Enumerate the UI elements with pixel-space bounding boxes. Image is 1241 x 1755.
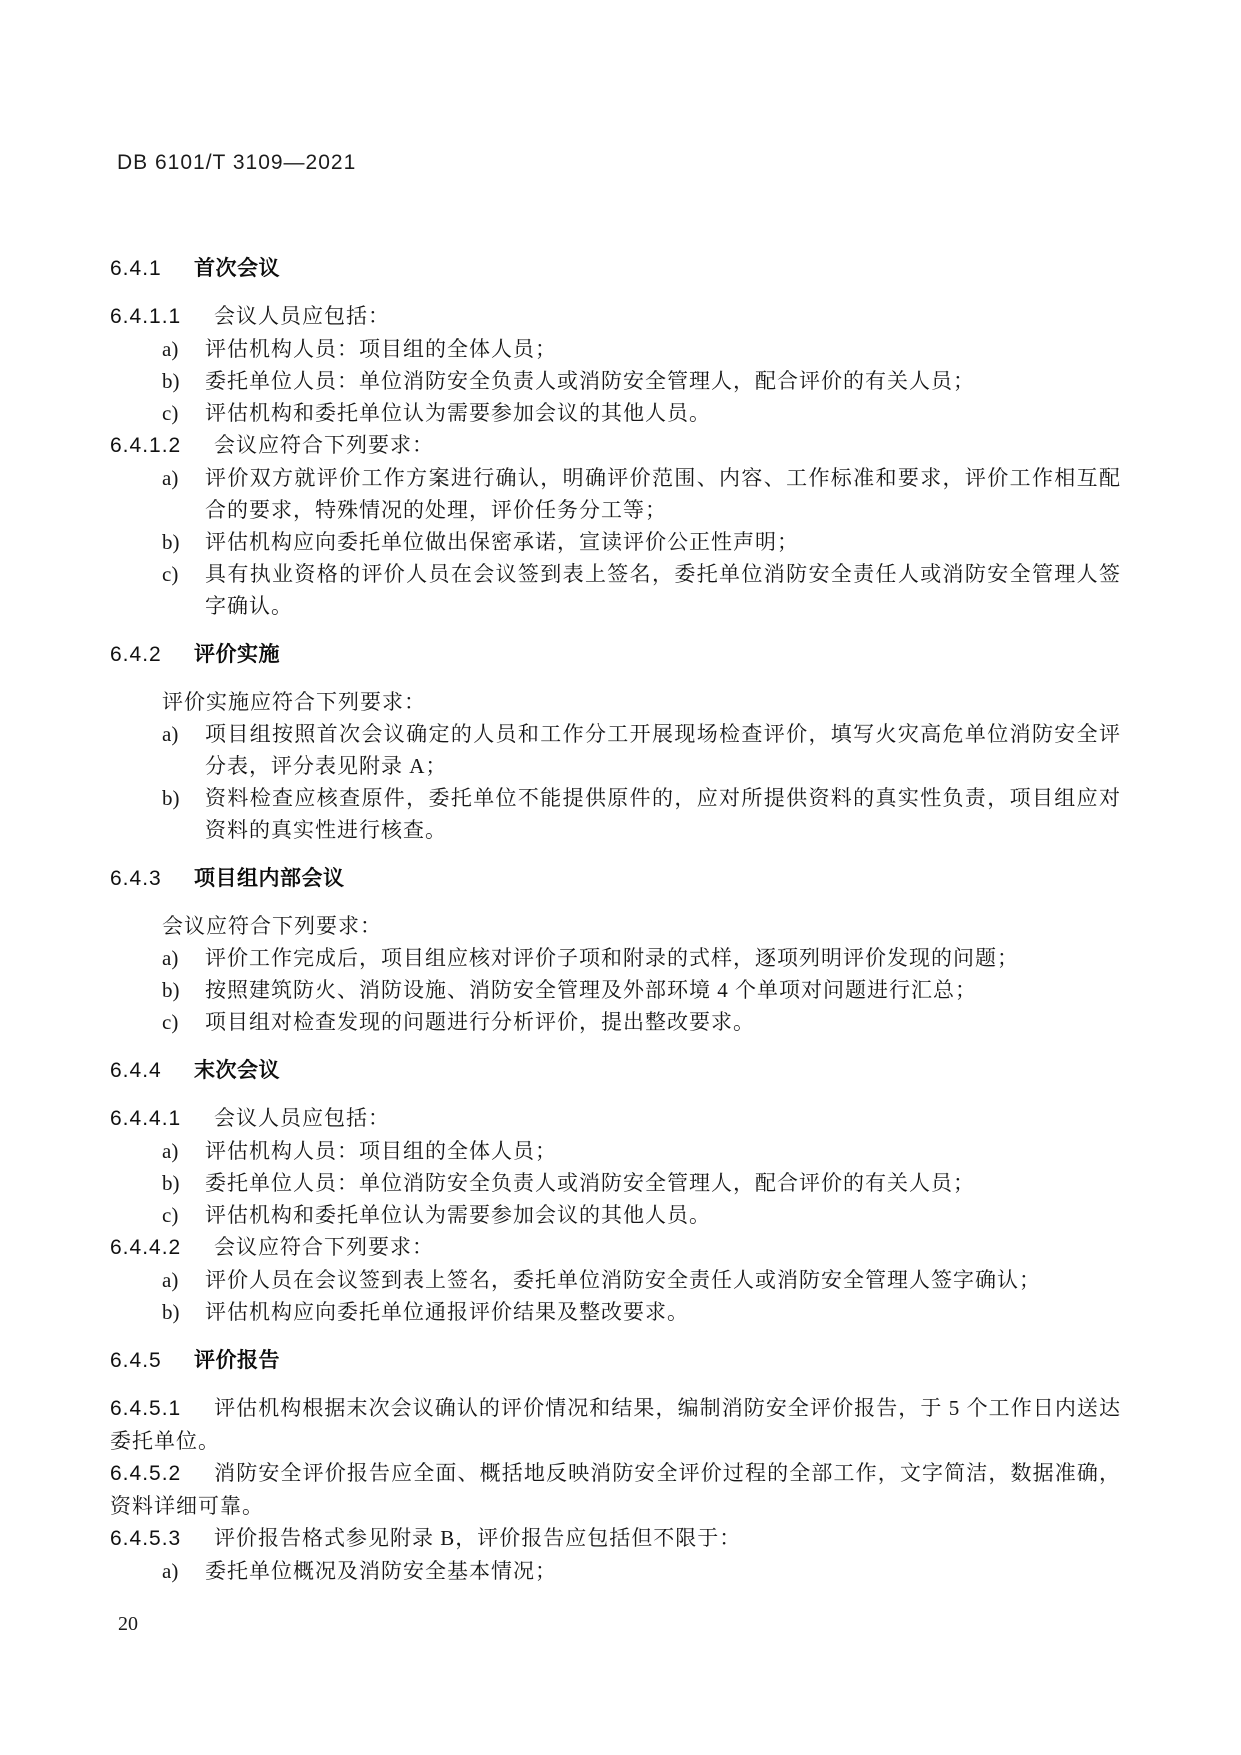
section-title: 末次会议 bbox=[194, 1059, 280, 1082]
clause-text: 会议应符合下列要求： bbox=[214, 433, 434, 457]
list-item-text: 资料检查应核查原件，委托单位不能提供原件的，应对所提供资料的真实性负责，项目组应对资料的真实性进行核查。 bbox=[205, 786, 1121, 842]
section-heading-6-4-4 bbox=[110, 1055, 1121, 1087]
list-item bbox=[110, 1135, 1121, 1167]
clause-text: 会议人员应包括： bbox=[214, 1106, 390, 1130]
section-number: 6.4.5 bbox=[110, 1349, 162, 1372]
list-item-text: 项目组按照首次会议确定的人员和工作分工开展现场检查评价，填写火灾高危单位消防安全评分表，评分表见附录 A； bbox=[205, 722, 1121, 778]
clause-text: 评价报告格式参见附录 B，评价报告应包括但不限于： bbox=[214, 1526, 742, 1550]
list-item bbox=[110, 1199, 1121, 1231]
list-item bbox=[110, 782, 1121, 846]
clause-6-4-1-1 bbox=[110, 300, 1121, 333]
section-number: 6.4.1 bbox=[110, 257, 162, 280]
list-item-label: b) bbox=[162, 978, 180, 1002]
clause-6-4-4-1 bbox=[110, 1102, 1121, 1135]
list-item-text: 评估机构和委托单位认为需要参加会议的其他人员。 bbox=[205, 1203, 711, 1227]
list-item-label: c) bbox=[162, 1203, 179, 1227]
list-item-label: a) bbox=[162, 1559, 179, 1583]
clause-number: 6.4.1.2 bbox=[110, 434, 182, 457]
list-item bbox=[110, 397, 1121, 429]
section-number: 6.4.2 bbox=[110, 643, 162, 666]
list-item-label: a) bbox=[162, 337, 179, 361]
list-item-label: c) bbox=[162, 1010, 179, 1034]
clause-number: 6.4.4.2 bbox=[110, 1236, 182, 1259]
clause-number: 6.4.5.2 bbox=[110, 1462, 182, 1485]
clause-number: 6.4.1.1 bbox=[110, 305, 182, 328]
list-item-label: c) bbox=[162, 401, 179, 425]
clause-6-4-1-2 bbox=[110, 429, 1121, 462]
list-item-label: b) bbox=[162, 1300, 180, 1324]
lettered-list bbox=[110, 1135, 1121, 1231]
clause-number: 6.4.5.3 bbox=[110, 1527, 182, 1550]
list-item bbox=[110, 942, 1121, 974]
list-item-label: b) bbox=[162, 369, 180, 393]
clause-text: 会议应符合下列要求： bbox=[214, 1235, 434, 1259]
clause-text: 会议人员应包括： bbox=[214, 304, 390, 328]
list-item-label: a) bbox=[162, 946, 179, 970]
list-item bbox=[110, 558, 1121, 622]
section-heading-6-4-1 bbox=[110, 253, 1121, 285]
lettered-list bbox=[110, 718, 1121, 846]
list-item-text: 委托单位人员：单位消防安全负责人或消防安全管理人，配合评价的有关人员； bbox=[205, 369, 975, 393]
clause-6-4-5-2 bbox=[110, 1457, 1121, 1522]
clause-6-4-5-1 bbox=[110, 1392, 1121, 1457]
document-body bbox=[110, 253, 1121, 1587]
clause-text: 评估机构根据末次会议确认的评价情况和结果，编制消防安全评价报告，于 5 个工作日内送达委托单位。 bbox=[110, 1396, 1121, 1453]
page-number: 20 bbox=[118, 1613, 138, 1635]
list-item-label: a) bbox=[162, 1139, 179, 1163]
list-item-label: a) bbox=[162, 1268, 179, 1292]
list-item bbox=[110, 1264, 1121, 1296]
lettered-list bbox=[110, 1555, 1121, 1587]
list-item-text: 按照建筑防火、消防设施、消防安全管理及外部环境 4 个单项对问题进行汇总； bbox=[205, 978, 977, 1002]
lettered-list bbox=[110, 462, 1121, 622]
section-title: 项目组内部会议 bbox=[194, 867, 345, 890]
section-title: 评价报告 bbox=[194, 1349, 280, 1372]
clause-text: 消防安全评价报告应全面、概括地反映消防安全评价过程的全部工作，文字简洁，数据准确，资料详细可靠。 bbox=[110, 1461, 1121, 1518]
list-item-label: c) bbox=[162, 562, 179, 586]
list-item-text: 评估机构应向委托单位做出保密承诺，宣读评价公正性声明； bbox=[205, 530, 799, 554]
list-item-text: 评价工作完成后，项目组应核对评价子项和附录的式样，逐项列明评价发现的问题； bbox=[205, 946, 1019, 970]
list-item-text: 评估机构人员：项目组的全体人员； bbox=[205, 1139, 557, 1163]
list-item-text: 评价双方就评价工作方案进行确认，明确评价范围、内容、工作标准和要求，评价工作相互配合的要求，特殊情况的处理，评价任务分工等； bbox=[205, 466, 1121, 522]
list-item-label: a) bbox=[162, 722, 179, 746]
clause-number: 6.4.5.1 bbox=[110, 1397, 182, 1420]
list-item-label: b) bbox=[162, 530, 180, 554]
list-item bbox=[110, 718, 1121, 782]
list-item-text: 评估机构人员：项目组的全体人员； bbox=[205, 337, 557, 361]
list-item-label: b) bbox=[162, 786, 180, 810]
intro-paragraph: 会议应符合下列要求： bbox=[162, 914, 382, 938]
list-item-text: 委托单位概况及消防安全基本情况； bbox=[205, 1559, 557, 1583]
section-title: 首次会议 bbox=[194, 257, 280, 280]
list-item bbox=[110, 1296, 1121, 1328]
clause-number: 6.4.4.1 bbox=[110, 1107, 182, 1130]
section-heading-6-4-3 bbox=[110, 863, 1121, 895]
list-item-label: b) bbox=[162, 1171, 180, 1195]
lettered-list bbox=[110, 333, 1121, 429]
clause-6-4-5-3 bbox=[110, 1522, 1121, 1555]
list-item-text: 具有执业资格的评价人员在会议签到表上签名，委托单位消防安全责任人或消防安全管理人签字确认。 bbox=[205, 562, 1121, 618]
list-item bbox=[110, 526, 1121, 558]
list-item-label: a) bbox=[162, 466, 179, 490]
list-item-text: 评估机构和委托单位认为需要参加会议的其他人员。 bbox=[205, 401, 711, 425]
list-item bbox=[110, 462, 1121, 526]
list-item-text: 评价人员在会议签到表上签名，委托单位消防安全责任人或消防安全管理人签字确认； bbox=[205, 1268, 1041, 1292]
lettered-list bbox=[110, 942, 1121, 1038]
list-item bbox=[110, 974, 1121, 1006]
section-heading-6-4-2 bbox=[110, 639, 1121, 671]
section-heading-6-4-5 bbox=[110, 1345, 1121, 1377]
list-item bbox=[110, 333, 1121, 365]
lettered-list bbox=[110, 1264, 1121, 1328]
list-item-text: 评估机构应向委托单位通报评价结果及整改要求。 bbox=[205, 1300, 689, 1324]
clause-6-4-4-2 bbox=[110, 1231, 1121, 1264]
list-item bbox=[110, 365, 1121, 397]
list-item bbox=[110, 1006, 1121, 1038]
list-item bbox=[110, 1555, 1121, 1587]
list-item-text: 委托单位人员：单位消防安全负责人或消防安全管理人，配合评价的有关人员； bbox=[205, 1171, 975, 1195]
section-title: 评价实施 bbox=[194, 643, 280, 666]
list-item-text: 项目组对检查发现的问题进行分析评价，提出整改要求。 bbox=[205, 1010, 755, 1034]
section-number: 6.4.3 bbox=[110, 867, 162, 890]
list-item bbox=[110, 1167, 1121, 1199]
section-number: 6.4.4 bbox=[110, 1059, 162, 1082]
intro-paragraph: 评价实施应符合下列要求： bbox=[162, 690, 426, 714]
document-code: DB 6101/T 3109—2021 bbox=[117, 151, 357, 174]
